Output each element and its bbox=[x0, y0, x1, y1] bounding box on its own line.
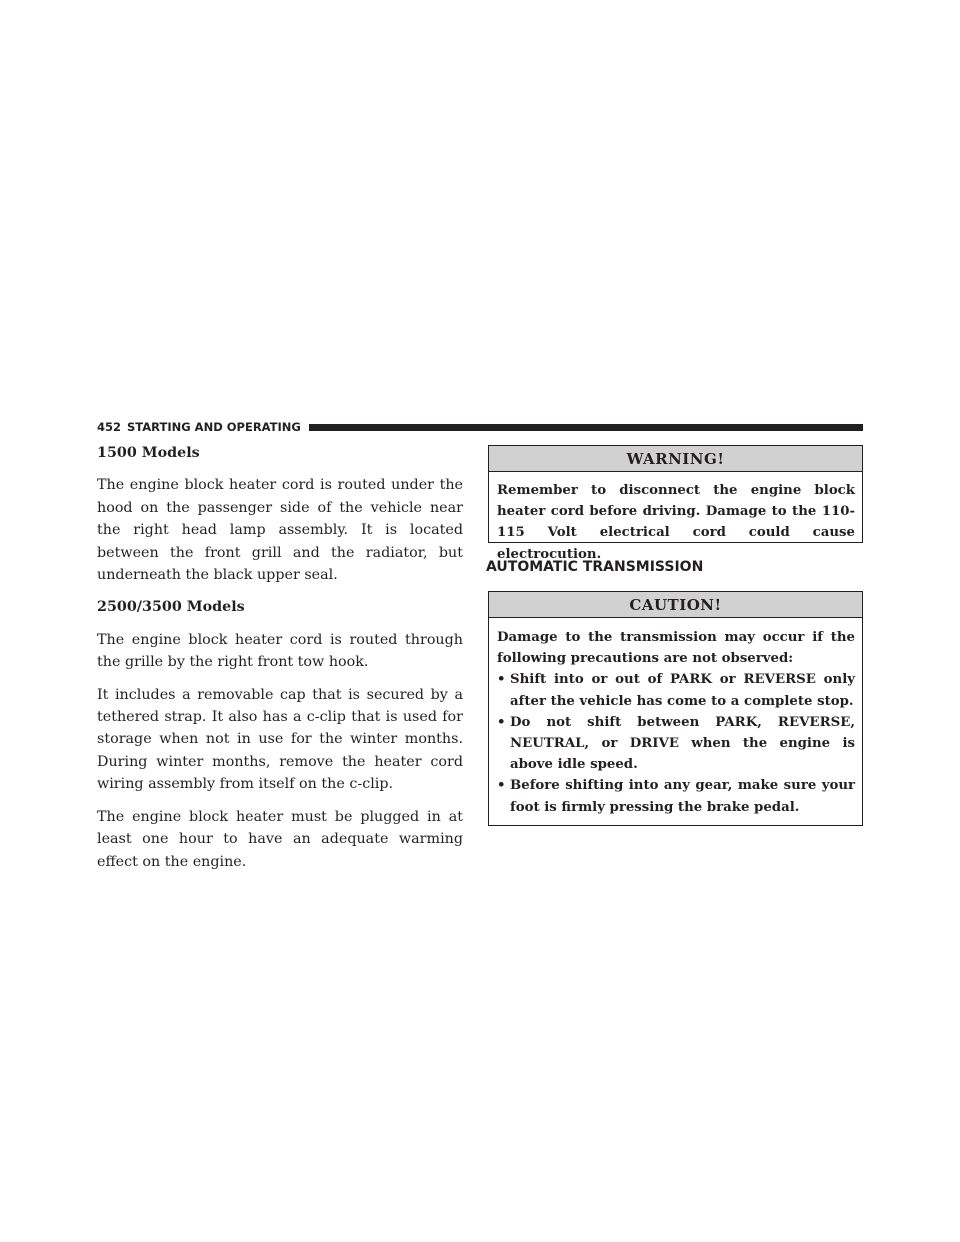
page-number: 452 bbox=[97, 420, 122, 434]
paragraph-cap-clip: It includes a removable cap that is secured by a tethered strap. It also has a c-clip that is used for storage when not in use for the winter months. During winter months, remove the heater cord wiring assembly from itself on the c-clip. bbox=[97, 686, 463, 793]
caution-title: CAUTION! bbox=[489, 592, 862, 618]
automatic-transmission-heading: AUTOMATIC TRANSMISSION bbox=[486, 559, 704, 575]
caution-item-idle-speed: • Do not shift between PARK, REVERSE, NEUTRAL, or DRIVE when the engine is above idle speed. bbox=[497, 712, 855, 776]
page-header bbox=[97, 419, 863, 435]
caution-list bbox=[497, 669, 855, 817]
right-column bbox=[488, 445, 863, 826]
paragraph-plug-in: The engine block heater must be plugged in at least one hour to have an adequate warming effect on the engine. bbox=[97, 808, 463, 870]
caution-box bbox=[488, 591, 863, 826]
caution-intro: Damage to the transmission may occur if the following precautions are not observed: bbox=[497, 630, 855, 667]
heading-2500-3500-models: 2500/3500 Models bbox=[97, 599, 245, 616]
header-rule bbox=[309, 424, 863, 431]
warning-title: WARNING! bbox=[489, 446, 862, 472]
caution-item-brake-pedal: • Before shifting into any gear, make sure your foot is firmly pressing the brake pedal. bbox=[497, 775, 855, 817]
heading-1500-models: 1500 Models bbox=[97, 445, 200, 461]
section-title: STARTING AND OPERATING bbox=[127, 420, 301, 434]
warning-text: Remember to disconnect the engine block heater cord before driving. Damage to the 110-115 Volt electrical cord could cause electrocution. bbox=[497, 483, 855, 562]
paragraph-1500-cord: The engine block heater cord is routed under the hood on the passenger side of the vehicle near the right head lamp assembly. It is located between the front grill and the radiator, but underneath the black upper seal. bbox=[97, 477, 463, 584]
left-column bbox=[97, 442, 463, 883]
caution-item-park-reverse: • Shift into or out of PARK or REVERSE only after the vehicle has come to a complete stop. bbox=[497, 669, 855, 711]
warning-box bbox=[488, 445, 863, 562]
caution-body bbox=[489, 618, 862, 825]
paragraph-2500-cord: The engine block heater cord is routed through the grille by the right front tow hook. bbox=[97, 631, 463, 671]
